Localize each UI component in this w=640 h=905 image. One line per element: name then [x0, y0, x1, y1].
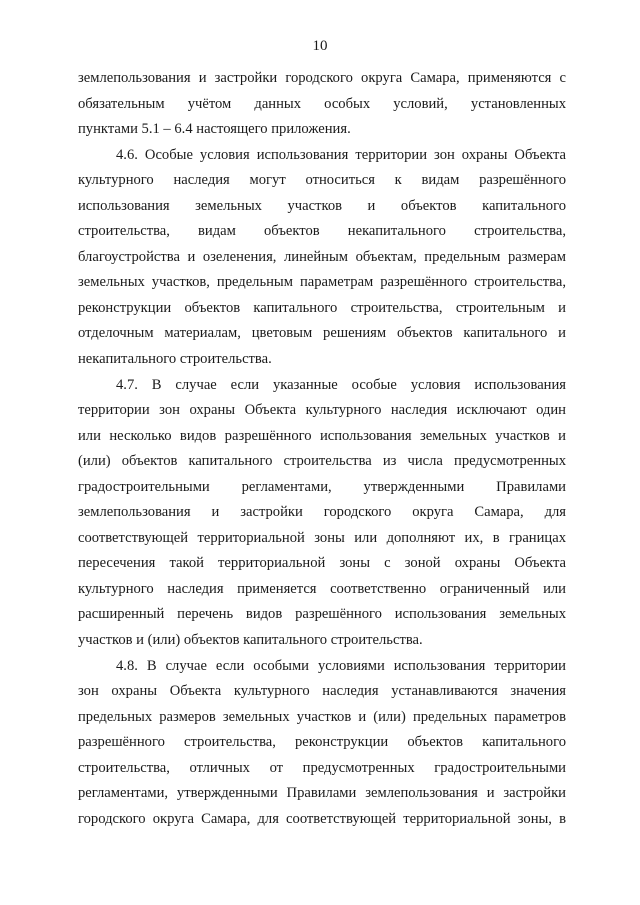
- text-line: строительства, отличных от предусмотренных градостроительными: [78, 759, 566, 776]
- text-line: разрешённого строительства, реконструкции объектов капитального: [78, 734, 566, 751]
- text-line: землепользования и застройки городского округа Самара, для: [78, 504, 566, 521]
- paragraph-cont: [78, 66, 566, 143]
- text-line: регламентами, утвержденными Правилами землепользования и застройки: [78, 785, 566, 802]
- paragraph-4-8: [78, 654, 566, 833]
- text-line: территории зон охраны Объекта культурного наследия исключают один: [78, 402, 566, 419]
- document-body: [78, 66, 566, 832]
- text-line: предельных размеров земельных участков и (или) предельных параметров: [78, 708, 566, 725]
- text-line: пересечения такой территориальной зоны с зоной охраны Объекта: [78, 555, 566, 572]
- text-line: использования земельных участков и объектов капитального: [78, 197, 566, 214]
- text-line: соответствующей территориальной зоны или дополняют их, в границах: [78, 529, 566, 546]
- text-line: пунктами 5.1 – 6.4 настоящего приложения.: [78, 121, 351, 138]
- text-line: 4.6. Особые условия использования территории зон охраны Объекта: [116, 146, 566, 163]
- text-line: городского округа Самара, для соответствующей территориальной зоны, в: [78, 810, 566, 827]
- paragraph-4-6: [78, 143, 566, 373]
- text-line: культурного наследия могут относиться к видам разрешённого: [78, 172, 566, 189]
- text-line: расширенный перечень видов разрешённого использования земельных: [78, 606, 566, 623]
- text-line: обязательным учётом данных особых условий, установленных: [78, 95, 566, 112]
- text-line: реконструкции объектов капитального строительства, строительным и: [78, 299, 566, 316]
- text-line: отделочным материалам, цветовым решениям объектов капитального и: [78, 325, 566, 342]
- text-line: некапитального строительства.: [78, 351, 272, 368]
- text-line: 4.7. В случае если указанные особые условия использования: [116, 376, 566, 393]
- text-line: градостроительными регламентами, утвержденными Правилами: [78, 478, 566, 495]
- text-line: (или) объектов капитального строительства из числа предусмотренных: [78, 453, 566, 470]
- text-line: участков и (или) объектов капитального строительства.: [78, 632, 423, 649]
- paragraph-4-7: [78, 373, 566, 654]
- text-line: или несколько видов разрешённого использования земельных участков и: [78, 427, 566, 444]
- text-line: культурного наследия применяется соответственно ограниченный или: [78, 580, 566, 597]
- text-line: 4.8. В случае если особыми условиями использования территории: [116, 657, 566, 674]
- text-line: зон охраны Объекта культурного наследия устанавливаются значения: [78, 683, 566, 700]
- text-line: землепользования и застройки городского округа Самара, применяются с: [78, 70, 566, 86]
- text-line: благоустройства и озеленения, линейным объектам, предельным размерам: [78, 248, 566, 265]
- page-number: 10: [312, 38, 328, 54]
- text-line: строительства, видам объектов некапитального строительства,: [78, 223, 566, 240]
- text-line: земельных участков, предельным параметрам разрешённого строительства,: [78, 274, 566, 291]
